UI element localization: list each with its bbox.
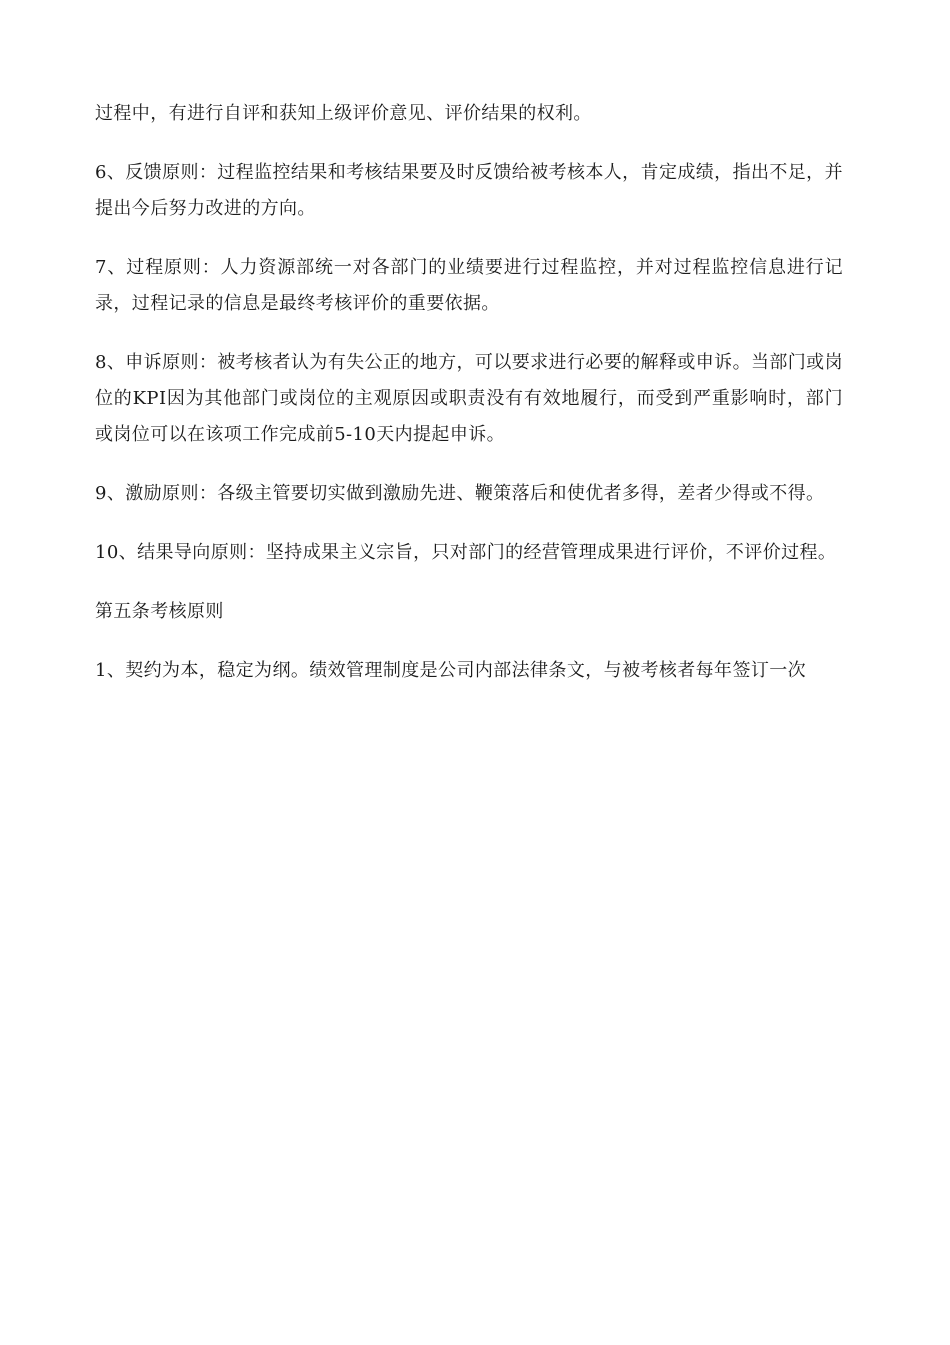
paragraph-continuation: 过程中，有进行自评和获知上级评价意见、评价结果的权利。 bbox=[95, 103, 592, 124]
section-heading: 第五条考核原则 bbox=[95, 601, 224, 622]
paragraph-incentive-principle: 9、激励原则：各级主管要切实做到激励先进、鞭策落后和使优者多得，差者少得或不得。 bbox=[95, 483, 825, 504]
document-body bbox=[95, 96, 843, 712]
paragraph-result-oriented-principle: 10、结果导向原则：坚持成果主义宗旨，只对部门的经营管理成果进行评价，不评价过程。 bbox=[95, 542, 837, 563]
paragraph-feedback-principle: 6、反馈原则：过程监控结果和考核结果要及时反馈给被考核本人，肯定成绩，指出不足，并提出今后努力改进的方向。 bbox=[95, 162, 843, 219]
paragraph-contract-basis: 1、契约为本，稳定为纲。绩效管理制度是公司内部法律条文，与被考核者每年签订一次 bbox=[95, 660, 807, 681]
paragraph-appeal-principle: 8、申诉原则：被考核者认为有失公正的地方，可以要求进行必要的解释或申诉。当部门或岗位的KPI因为其他部门或岗位的主观原因或职责没有有效地履行，而受到严重影响时，部门或岗位可以在该项工作完成前5-10天内提起申诉。 bbox=[95, 352, 843, 445]
paragraph-process-principle: 7、过程原则：人力资源部统一对各部门的业绩要进行过程监控，并对过程监控信息进行记录，过程记录的信息是最终考核评价的重要依据。 bbox=[95, 257, 843, 314]
